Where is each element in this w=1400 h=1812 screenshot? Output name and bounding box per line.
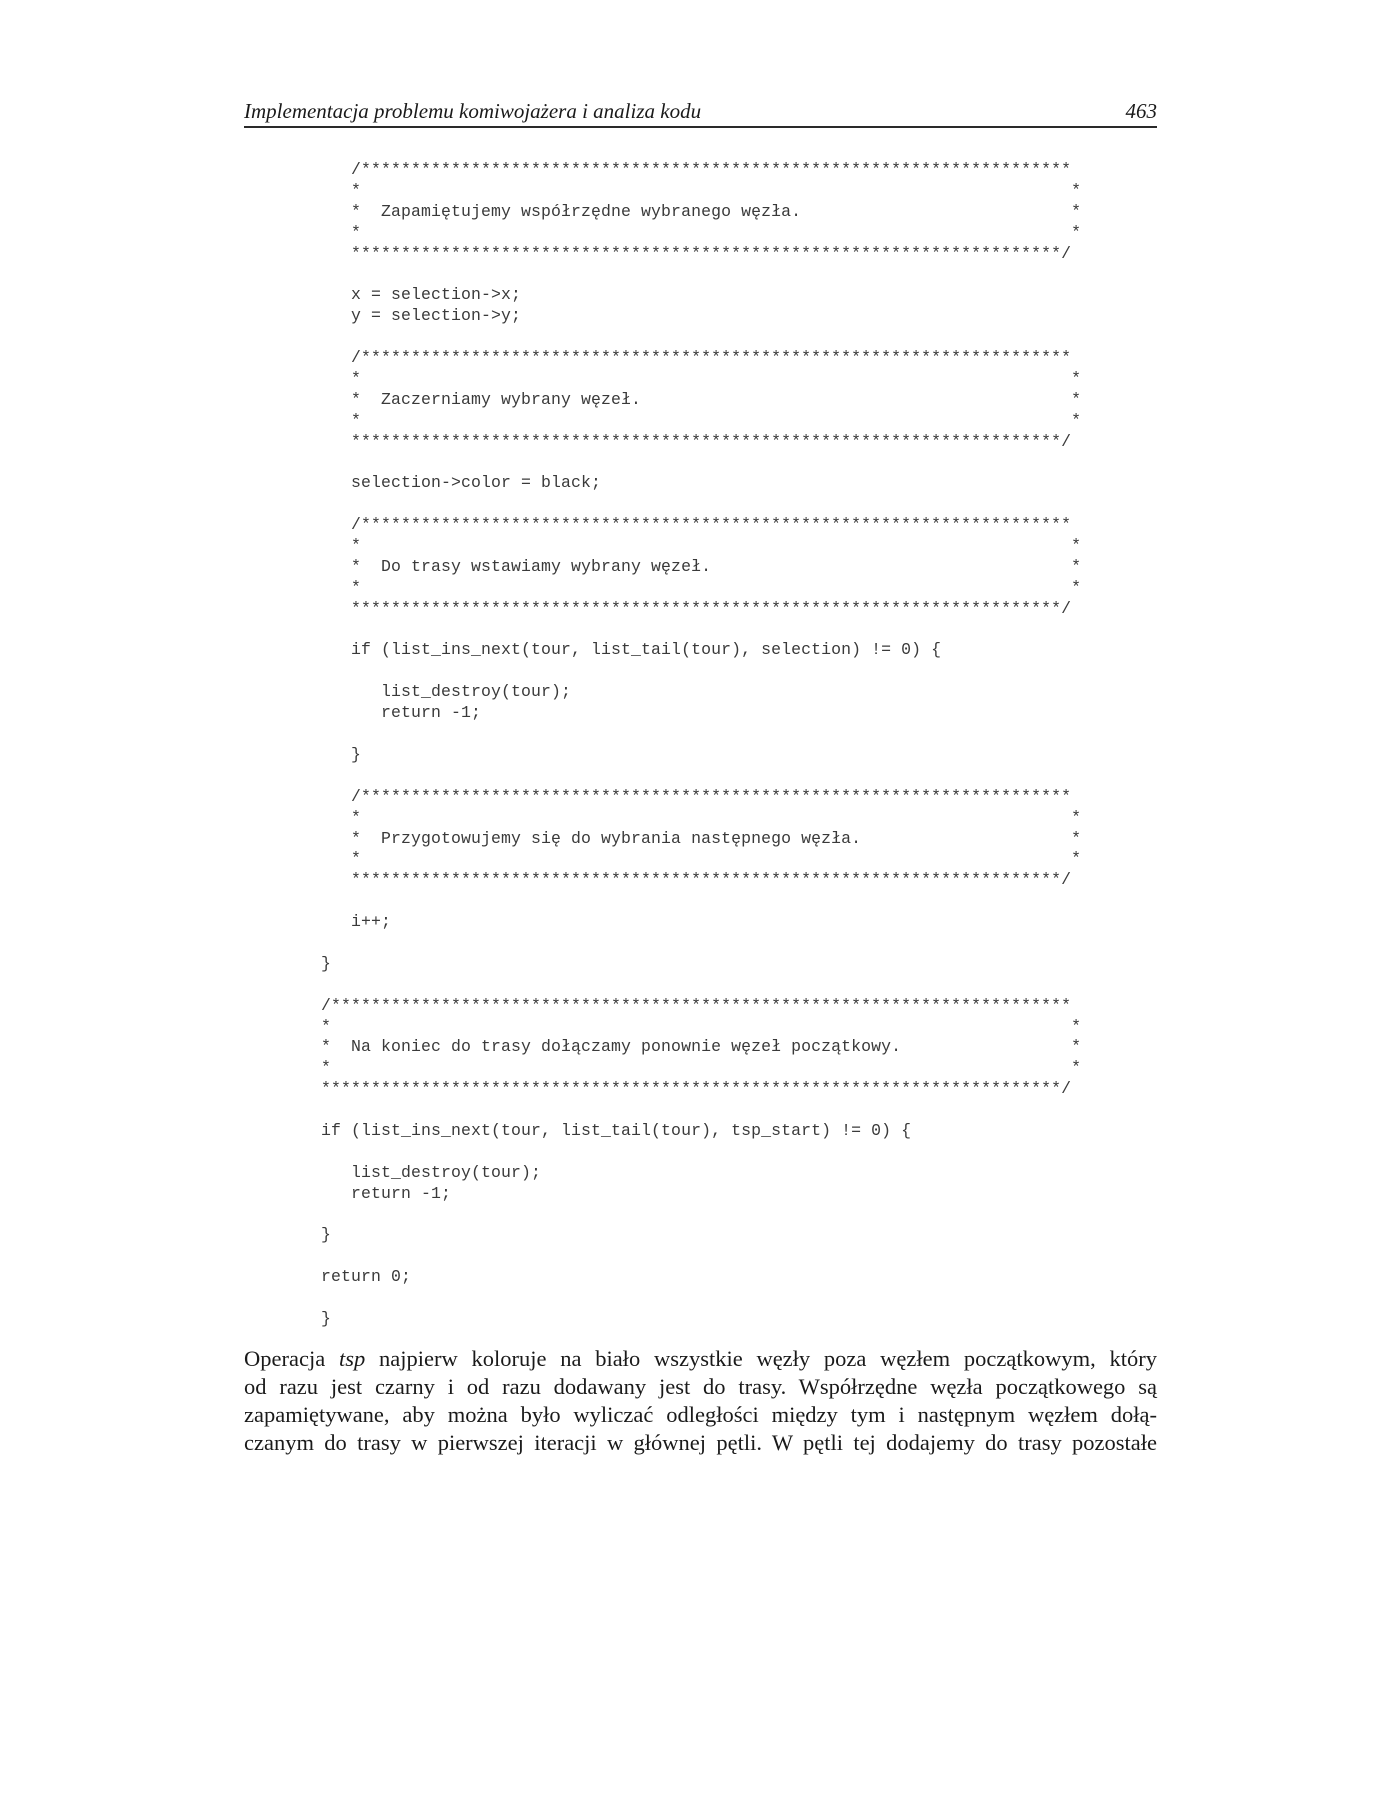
code-line: [291, 724, 1081, 745]
code-line: return -1;: [291, 1183, 452, 1203]
code-line: * *: [291, 1016, 1082, 1036]
code-line: i++;: [291, 912, 392, 932]
code-line: [291, 327, 1081, 348]
code-line: [291, 661, 1081, 682]
code-line: [291, 620, 1081, 641]
code-line: * *: [291, 410, 1082, 430]
code-line: * *: [291, 577, 1082, 597]
code-line: return -1;: [291, 703, 482, 723]
code-line: [291, 1288, 1081, 1309]
code-line: [291, 1246, 1081, 1267]
paragraph-line: zapamiętywane, aby można było wyliczać odległości między tym i następnym węzłem dołą-: [244, 1402, 1157, 1427]
code-line: * *: [291, 1058, 1082, 1078]
code-line: /***********************************************************************: [291, 348, 1072, 368]
body-paragraph: [244, 1345, 1157, 1457]
code-line: ***********************************************************************/: [291, 243, 1072, 263]
code-listing: [291, 160, 1081, 1330]
code-line: x = selection->x;: [291, 285, 522, 305]
paragraph-line: czanym do trasy w pierwszej iteracji w głównej pętli. W pętli tej dodajemy do trasy pozostałe: [244, 1430, 1157, 1455]
code-line: if (list_ins_next(tour, list_tail(tour), selection) != 0) {: [291, 640, 942, 660]
paragraph-line: od razu jest czarny i od razu dodawany jest do trasy. Współrzędne węzła początkowego są: [244, 1374, 1157, 1399]
code-line: ***********************************************************************/: [291, 431, 1072, 451]
chapter-title: Implementacja problemu komiwojażera i analiza kodu: [244, 99, 702, 123]
code-line: selection->color = black;: [291, 473, 602, 493]
paragraph-line: [244, 1345, 1157, 1373]
code-line: * Zaczerniamy wybrany węzeł. *: [291, 389, 1082, 409]
code-line: list_destroy(tour);: [291, 1162, 542, 1182]
code-line: ***********************************************************************/: [291, 870, 1072, 890]
code-line: * *: [291, 807, 1082, 827]
code-line: [291, 975, 1081, 996]
code-line: [291, 933, 1081, 954]
code-line: * Do trasy wstawiamy wybrany węzeł. *: [291, 556, 1082, 576]
code-line: /***********************************************************************: [291, 786, 1072, 806]
running-header: [244, 96, 1157, 128]
code-line: [291, 1142, 1081, 1163]
function-name-emphasis: tsp: [338, 1346, 366, 1371]
code-line: * *: [291, 368, 1082, 388]
code-line: }: [291, 1308, 332, 1328]
code-line: [291, 494, 1081, 515]
code-line: * Zapamiętujemy współrzędne wybranego węzła. *: [291, 201, 1082, 221]
code-line: /**************************************************************************: [291, 995, 1072, 1015]
code-line: * *: [291, 180, 1082, 200]
page-number: 463: [1125, 99, 1157, 123]
code-line: }: [291, 744, 362, 764]
paragraph-text: Operacja: [244, 1346, 339, 1371]
code-line: * *: [291, 536, 1082, 556]
code-line: [291, 1205, 1081, 1226]
code-line: * Przygotowujemy się do wybrania następnego węzła. *: [291, 828, 1082, 848]
code-line: }: [291, 1225, 332, 1245]
code-line: }: [291, 953, 332, 973]
code-line: return 0;: [291, 1267, 412, 1287]
code-line: * *: [291, 849, 1082, 869]
paragraph-text: najpierw koloruje na biało wszystkie węzły poza węzłem początkowym, który: [365, 1346, 1157, 1371]
code-line: if (list_ins_next(tour, list_tail(tour), tsp_start) != 0) {: [291, 1120, 912, 1140]
code-line: * *: [291, 222, 1082, 242]
code-line: [291, 264, 1081, 285]
code-line: list_destroy(tour);: [291, 682, 572, 702]
code-line: [291, 766, 1081, 787]
code-line: ***********************************************************************/: [291, 598, 1072, 618]
code-line: /***********************************************************************: [291, 515, 1072, 535]
code-line: y = selection->y;: [291, 306, 522, 326]
code-line: [291, 891, 1081, 912]
code-line: * Na koniec do trasy dołączamy ponownie węzeł początkowy. *: [291, 1037, 1082, 1057]
code-line: [291, 452, 1081, 473]
code-line: /***********************************************************************: [291, 160, 1072, 179]
code-line: [291, 1100, 1081, 1121]
code-line: **************************************************************************/: [291, 1079, 1072, 1099]
